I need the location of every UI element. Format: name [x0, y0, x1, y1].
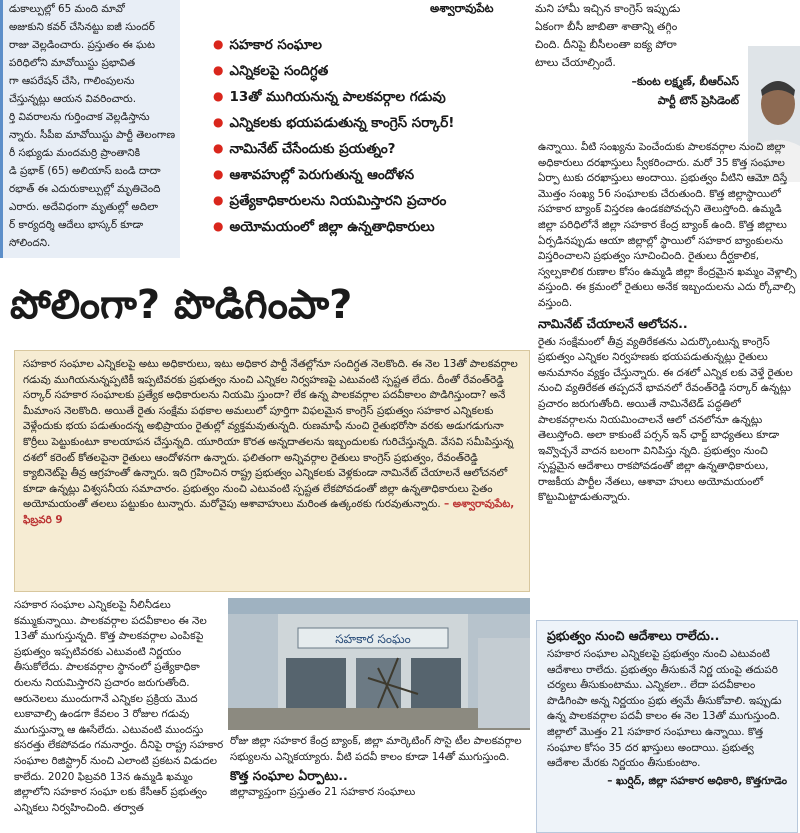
- bottom-left-column: [14, 598, 228, 833]
- left-top-line: రీ సభ్యుడు మందమర్రి ప్రాంతానికి: [9, 147, 141, 159]
- official-statement-signature: – ఖుర్షిద్, జిల్లా సహకార అధికారి, కొత్తగూడెం: [607, 774, 787, 787]
- left-top-line: పరిధిలోని మావోయిస్టు ప్రభావిత: [9, 57, 136, 69]
- left-top-line: ఎరారు. అదేవిధంగా మృతుల్లో అదిలా: [9, 201, 158, 213]
- highlight-item: ● అయోమయంలో జిల్లా ఉన్నతాధికారులు: [213, 214, 533, 240]
- highlight-item: ● ప్రత్యేకాధికారులను నియమిస్తారని ప్రచారం: [213, 188, 533, 214]
- official-statement-text: సహకార సంఘాల ఎన్నికలపై ప్రభుత్వం నుంచి ఎటువంటి ఆదేశాలు రాలేదు. ప్రభుత్వం తీసుకునే నిర్ణ యంపై తదుపరి చర్యలు తీసుకుంటాము. ఎన్నికలా.. లేదా పదవీకాలం పొడిగింపా అన్న నిర్ణయం ప్రభు త్వమే తీసుకోవాలి. ఇప్పుడు ఉన్న పాలకవర్గాల పదవీ కాలం ఈ నెల 13తో ముగుస్తుంది. జిల్లాలో మొత్తం 21 సహకార సంఘాలు ఉన్నాయి. కొత్త సంఘాల కోసం 35 దర ఖాస్తులు అందాయి. ప్రభుత్వ ఆదేశాల మేరకు నిర్ణయం తీసుకుంటాం.: [547, 648, 782, 770]
- left-top-lines: [9, 0, 180, 252]
- highlight-item: ● ఎన్నికలకు భయపడుతున్న కాంగ్రెస్ సర్కార్!: [213, 110, 533, 136]
- left-top-column: [0, 0, 180, 258]
- quote-sig-line1: –కుంట లక్ష్మణ్, బీఆర్ఎస్: [631, 75, 739, 88]
- bottom-middle-paragraph: రోజు జిల్లా సహకార కేంద్ర బ్యాంక్, జిల్లా మార్కెటింగ్ సొసై టీల పాలకవర్గాల సభ్యులను ఎన్నికయ్యారు. వీటి పదవీ కాలం కూడా 14తో ముగుస్తుంది.: [230, 735, 522, 763]
- left-top-line: చేస్తున్నట్లు ఆయన వివరించారు.: [9, 93, 137, 105]
- quote-line: మని హామీ ఇచ్చిన కాంగ్రెస్ ఇప్పుడు: [535, 2, 681, 15]
- left-top-line: రభాత్ ఈ ఎదురుకాల్పుల్లో మృతిచెంది: [9, 183, 161, 195]
- highlight-item: ● సహకార సంఘాల: [213, 32, 533, 58]
- quote-line: ఏకంగా బీసీ జాబితా శాతాన్ని తగ్గిం: [535, 20, 678, 33]
- left-top-line: రాజు వెల్లడించారు. ప్రస్తుతం ఈ ఘట: [9, 39, 156, 51]
- new-societies-text: జిల్లావ్యాప్తంగా ప్రస్తుతం 21 సహకార సంఘాలు: [230, 786, 416, 799]
- building-photo-icon: [228, 598, 530, 730]
- quote-signature: [535, 72, 743, 110]
- headline: పోలింగా? పొడిగింపా?: [10, 282, 353, 328]
- right-column-paragraph-1: ఉన్నాయి. వీటి సంఖ్యను పెంచేందుకు పాలకవర్గాల నుంచి జిల్లా అధికారులు దరఖాస్తులు స్వీకరించారు. మరో 35 కొత్త సంఘాల ఏర్పా టుకు దరఖాస్తులు అందాయి. ప్రభుత్వం వీటిని ఆమో దిస్తే మొత్తం సంఖ్య 56 సంఘాలకు చేరుతుంది. కొత్త జిల్లాస్థాయిలో సహకార బ్యాంక్ విస్తరణ ఉండకపోవచ్చని తెలుస్తోంది. ఉమ్మడి జిల్లా పరిధిలోనే జిల్లా సహకార కేంద్ర బ్యాంక్ ఉంది. కొత్త జిల్లాలు ఏర్పడినప్పుడు ఆయా జిల్లాల్లో స్థాయిలో సహకార బ్యాంకులను విస్తరించాలని ప్రభుత్వం సూచించింది. రైతులు దీర్ఘకాలిక, స్వల్పకాలిక రుణాల కోసం ఉమ్మడి జిల్లా కేంద్రమైన ఖమ్మం వెళ్లాల్సి వస్తుంది. ఈ క్రమంలో రైతులు అనేక ఇబ్బందులను ఎదు ర్కోవాల్సి వస్తుంది.: [538, 141, 797, 309]
- left-top-line: డుకాల్పుల్లో 65 మంది మావో: [9, 3, 125, 15]
- quote-line: చింది. దీనిపై బీసీలంతా ఐక్య పోరా: [535, 38, 677, 51]
- highlight-item: ● 13తో ముగియనున్న పాలకవర్గాల గడువు: [213, 84, 533, 110]
- official-statement-box: [536, 620, 798, 833]
- quote-box: [535, 0, 743, 125]
- society-building-photo: [228, 598, 530, 730]
- quote-line: టాలు చేయాల్సిందే.: [535, 56, 616, 69]
- quote-text: [535, 0, 743, 72]
- bottom-middle-column: [230, 734, 528, 833]
- left-top-line: ర్తి వివరాలను గుర్తించాక వెల్లడిస్తాను: [9, 111, 150, 123]
- dateline: అశ్వారావుపేట: [430, 1, 494, 15]
- highlight-item: ● ఆశావహుల్లో పెరుగుతున్న ఆందోళన: [213, 162, 533, 188]
- photo-sign-text: సహకార సంఘం: [335, 632, 411, 646]
- bottom-left-paragraph: సహకార సంఘాల ఎన్నికలపై నీలినీడలు కమ్ముకున్నాయి. పాలకవర్గాల పదవీకాలం ఈ నెల 13తో ముగుస్తున్నది. కొత్త పాలకవర్గాల ఎంపికపై ప్రభుత్వం ఇప్పటివరకు ఎటువంటి నిర్ణయం తీసుకోలేదు. పాలకవర్గాల స్థానంలో ప్రత్యేకాధికా రులను నియమిస్తారని ప్రచారం జరుగుతోంది. ఆరునెలలు ముందుగానే ఎన్నికల ప్రక్రియ మొద లుకావాల్సి ఉండగా కేవలం 3 రోజుల గడువు ముగుస్తున్నా ఆ ఊసేలేదు. ఎటువంటి ముందస్తు కసరత్తు లేకపోవడం గమనార్హం. దీనిపై రాష్ట్ర సహకార సంఘాల రిజిస్ట్రార్ నుంచి ఎలాంటి ప్రకటన విడుదల కాలేదు. 2020 ఫిబ్రవరి 13న ఉమ్మడి ఖమ్మం జిల్లాలోని సహకార సంఘా లకు కేసీఆర్ ప్రభుత్వం ఎన్నికలు నిర్వహించింది. తర్వాత: [14, 599, 224, 814]
- subheading-nominate: నామినేట్ చేయాలనే ఆలోచన..: [538, 315, 688, 331]
- left-top-line: గా ఆపరేషన్ చేసి, గాలింపులను: [9, 75, 135, 87]
- left-top-line: ర్ కార్యదర్శి ఆదేలు భాస్కర్ కూడా: [9, 219, 144, 231]
- official-statement-title: ప్రభుత్వం నుంచి ఆదేశాలు రాలేదు..: [547, 628, 720, 643]
- left-top-line: అజుకుని కవర్ చేసినట్టు ఐజీ సుందర్: [9, 21, 155, 33]
- quote-sig-line2: పార్టీ టౌన్ ప్రెసిడెంట్: [657, 94, 739, 107]
- right-column: [538, 140, 800, 610]
- highlight-item: ● నామినేట్ చేసేందుకు ప్రయత్నం?: [213, 136, 533, 162]
- left-top-line: న్నారు. సీపీఐ మావోయిస్టు పార్టీ తెలంగాణ: [9, 129, 176, 141]
- left-top-line: డి ప్రభాక్ (65) అలియాస్ బండి దాదా: [9, 165, 161, 177]
- left-top-line: సోలిందని.: [9, 237, 51, 249]
- lead-paragraph: సహకార సంఘాల ఎన్నికలపై అటు అధికారులు, ఇటు అధికార పార్టీ నేతల్లోనూ సందిగ్ధత నెలకొంది. ఈ నెల 13తో పాలకవర్గాల గడువు ముగియనున్నప్పటికీ ఇప్పటివరకు ప్రభుత్వం నుంచి ఎన్నికల నిర్వహణపై ఎటువంటి స్పష్టత లేదు. దీంతో రేవంత్‌రెడ్డి సర్కార్ సహకార సంఘాలకు ప్రత్యేక అధికారులను నియమి స్తుందా? లేక ఉన్న పాలకవర్గాల పదవీకాలం పొడిగిస్తుందా? అనే మీమాంస నెలకొంది. అయితే రైతు సంక్షేమ పథకాల అమలులో పూర్తిగా విఫలమైన కాంగ్రెస్ ప్రభుత్వం సహకార ఎన్నికలకు వెళ్లేందుకు భయ పడుతుందన్న అభిప్రాయం రైతుల్లో వ్యక్తమవుతున్నది. రుణమాఫీ నుంచి రైతుభరోసా వరకు అడుగడుగునా కొర్రీలు పెట్టుకుంటూ కాలయాపన చేస్తున్నది. యూరియా కొరత అన్నదాతలను ఇబ్బందులకు గురిచేస్తున్నది. వేసవి సమీపిస్తున్న దశలో కరెంట్ కోతలపైనా రైతులు ఆందోళనగా ఉన్నారు. ఫలితంగా అన్నివర్గాల రైతులు కాంగ్రెస్ ప్రభుత్వం, రేవంత్‌రెడ్డి క్యాబినెట్‌పై తీవ్ర ఆగ్రహంతో ఉన్నారు. ఇది గ్రహించిన రాష్ట్ర ప్రభుత్వం ఎన్నికలకు వెళ్లకుండా నామినేట్ చేయాలనే ఆలోచనలో కూడా ఉన్నట్లు విశ్వసనీయ సమాచారం. ప్రభుత్వం నుంచి ఎటువంటి స్పష్టత లేకపోవడంతో జిల్లా ఉన్నతాధికారులు సైతం అయోమయంతో తలలు పట్టుకుం టున్నారు. మరోవైపు ఆశావాహులు మరింత ఉత్కంఠకు గురవుతున్నారు. – అశ్వారావుపేట, ఫిబ్రవరి 9: [23, 358, 518, 526]
- subheading-new-societies: కొత్త సంఘాల ఏర్పాటు..: [230, 768, 348, 784]
- highlight-item: ● ఎన్నికలపై సందిగ్ధత: [213, 58, 533, 84]
- lead-signature: – అశ్వారావుపేట, ఫిబ్రవరి 9: [23, 498, 515, 526]
- lead-paragraph-box: [14, 350, 530, 592]
- highlights-list: [213, 32, 533, 240]
- right-column-paragraph-2: రైతు సంక్షేమంలో తీవ్ర వ్యతిరేకతను ఎదుర్కొంటున్న కాంగ్రెస్ ప్రభుత్వం ఎన్నికల నిర్వహణకు భయపడుతున్నట్లు రైతులు అనుమానం వ్యక్తం చేస్తున్నారు. ఈ దశలో ఎన్నిక లకు వెళ్తే రైతుల నుంచి వ్యతిరేకత తప్పదనే భావనలో రేవంత్‌రెడ్డి సర్కార్ ఉన్నట్లు ప్రచారం జరుగుతోంది. అయితే నామినేటెడ్ పద్ధతిలో పాలకవర్గాలను నియమించాలనే ఆలో చనలోనూ ఉన్నట్లు తెలుస్తోంది. అలా కాకుంటే పర్సన్ ఇన్ ఛార్జ్ బాధ్యతలు కూడా ఇవ్వొచ్చనే వాదన బలంగా వినిపిస్తు న్నది. ప్రభుత్వం నుంచి స్పష్టమైన ఆదేశాలు రాకపోవడంతో జిల్లా ఉన్నతాధికారులు, రాజకీయ పార్టీల నేతలు, ఆశావా హులు అయోమయంలో కొట్టుమిట్టాడుతున్నారు.: [538, 335, 793, 504]
